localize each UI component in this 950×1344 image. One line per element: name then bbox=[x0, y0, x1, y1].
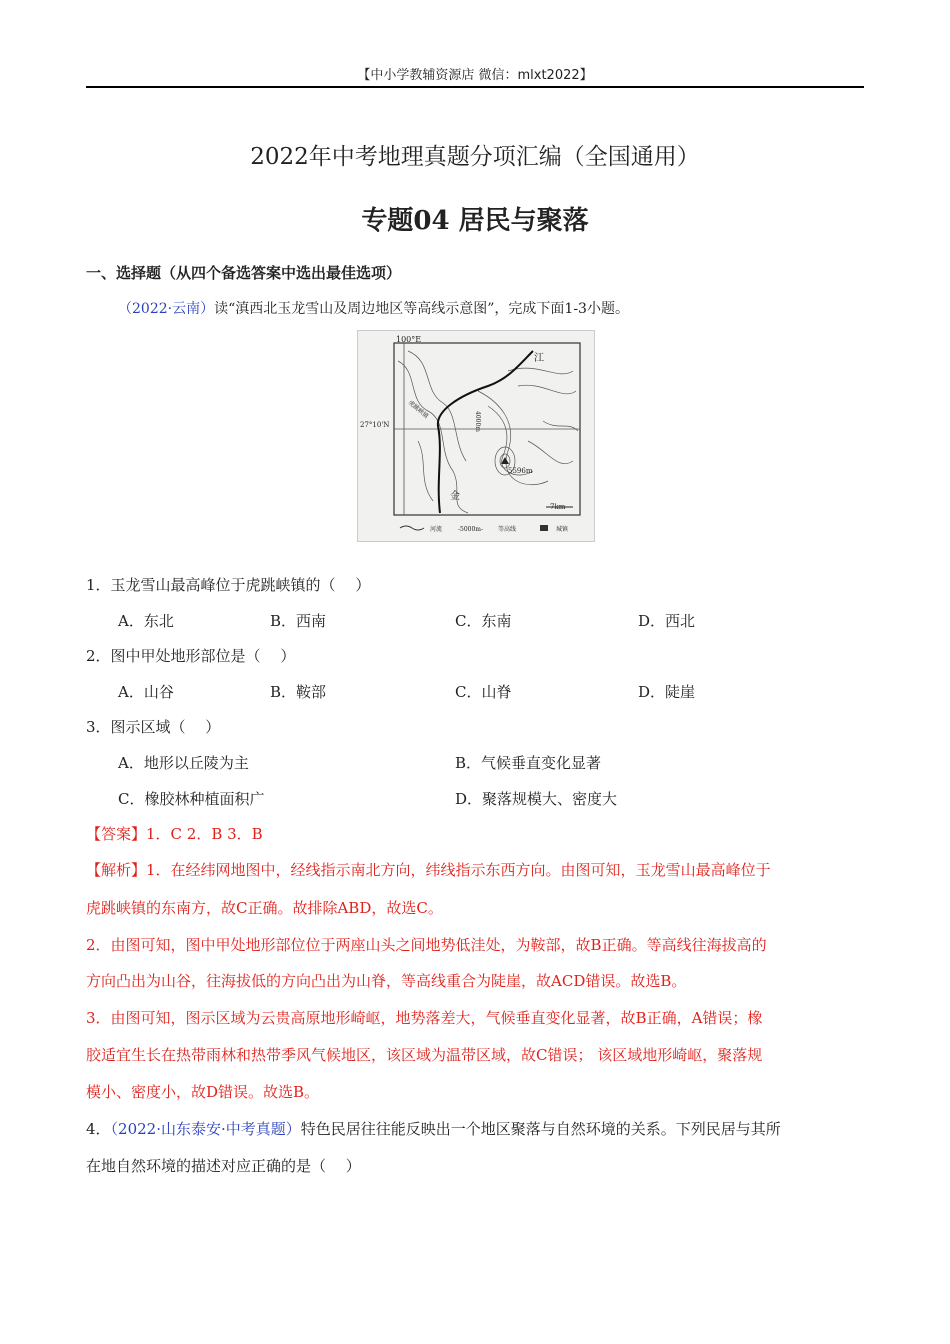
q2-option-c: C．山脊 bbox=[455, 683, 512, 701]
label-peak-elevation: 5596m bbox=[508, 467, 533, 475]
q1-option-c: C．东南 bbox=[455, 612, 512, 630]
analysis-line-4: 方向凸出为山谷，往海拔低的方向凸出为山脊，等高线重合为陡崖，故ACD错误。故选B。 bbox=[86, 972, 687, 990]
label-river-jin: 金 bbox=[450, 491, 460, 502]
legend-contour: 等高线 bbox=[498, 526, 517, 533]
analysis-line-3: 2．由图可知，图中甲处地形部位位于两座山头之间地势低洼处，为鞍部，故B正确。等高线往海拔高的 bbox=[86, 936, 767, 954]
question-1-stem: 1．玉龙雪山最高峰位于虎跳峡镇的（ ） bbox=[86, 576, 371, 594]
map-legend bbox=[400, 525, 569, 533]
document-subtitle: 专题04 居民与聚落 bbox=[361, 206, 589, 236]
question-2-stem: 2．图中甲处地形部位是（ ） bbox=[86, 647, 296, 665]
answer-line bbox=[86, 823, 263, 844]
analysis-line-1 bbox=[86, 859, 771, 880]
label-town: 虎跳峡镇 bbox=[406, 399, 430, 420]
q2-option-a: A．山谷 bbox=[118, 683, 174, 701]
q2-option-b: B．鞍部 bbox=[270, 683, 327, 701]
q3-option-c: C．橡胶林种植面积广 bbox=[118, 790, 265, 808]
q2-option-d: D．陡崖 bbox=[638, 683, 696, 701]
q1-option-b: B．西南 bbox=[270, 612, 327, 630]
label-scale: 7km bbox=[550, 503, 566, 511]
document-title: 2022年中考地理真题分项汇编（全国通用） bbox=[250, 144, 700, 170]
page-header: 【中小学教辅资源店 微信：mlxt2022】 bbox=[357, 68, 593, 83]
question-4-line-2: 在地自然环境的描述对应正确的是（ ） bbox=[86, 1157, 361, 1175]
intro-source: （2022·云南） bbox=[118, 301, 215, 317]
jinsha-river bbox=[438, 351, 533, 513]
legend-contour-value: -5000m- bbox=[458, 526, 484, 533]
legend-town: 城镇 bbox=[556, 526, 569, 533]
label-longitude: 100°E bbox=[396, 335, 422, 344]
analysis-tag: 【解析】 bbox=[86, 861, 147, 879]
q4-source: （2022·山东泰安·中考真题） bbox=[110, 1120, 301, 1138]
analysis-text-1: 1．在经纬网地图中，经线指示南北方向，纬线指示东西方向。由图可知，玉龙雪山最高峰位于 bbox=[146, 861, 771, 879]
question-intro bbox=[118, 298, 629, 318]
answer-tag: 【答案】 bbox=[86, 825, 147, 843]
label-contour: 4000m bbox=[474, 411, 481, 432]
q3-option-d: D．聚落规模大、密度大 bbox=[455, 790, 618, 808]
q4-text-1: 特色民居往往能反映出一个地区聚落与自然环境的关系。下列民居与其所 bbox=[300, 1120, 781, 1138]
contour-map-figure bbox=[357, 330, 595, 542]
analysis-line-5: 3．由图可知，图示区域为云贵高原地形崎岖，地势落差大，气候垂直变化显著，故B正确，A错误；橡 bbox=[86, 1009, 763, 1027]
q3-option-a: A．地形以丘陵为主 bbox=[118, 754, 249, 772]
analysis-line-6: 胶适宜生长在热带雨林和热带季风气候地区，该区域为温带区域，故C错误； 该区域地形崎岖，聚落规 bbox=[86, 1046, 763, 1064]
analysis-line-7: 模小、密度小，故D错误。故选B。 bbox=[86, 1083, 320, 1101]
question-3-stem: 3．图示区域（ ） bbox=[86, 718, 221, 736]
section-heading: 一、选择题（从四个备选答案中选出最佳选项） bbox=[86, 264, 402, 282]
q1-option-d: D．西北 bbox=[638, 612, 696, 630]
intro-text: 读“滇西北玉龙雪山及周边地区等高线示意图”，完成下面1-3小题。 bbox=[214, 301, 629, 317]
contour-map-svg bbox=[358, 331, 594, 541]
q4-number: 4． bbox=[86, 1120, 111, 1138]
contour-lines bbox=[398, 351, 578, 513]
header-divider bbox=[86, 86, 864, 88]
analysis-line-2: 虎跳峡镇的东南方，故C正确。故排除ABD，故选C。 bbox=[86, 899, 443, 917]
label-river-jiang: 江 bbox=[534, 353, 544, 364]
q1-option-a: A．东北 bbox=[118, 612, 174, 630]
legend-river: 河流 bbox=[430, 526, 443, 533]
q3-option-b: B．气候垂直变化显著 bbox=[455, 754, 602, 772]
label-latitude: 27°10'N bbox=[360, 421, 390, 429]
question-4-line-1 bbox=[86, 1118, 781, 1139]
answer-text: 1．C 2．B 3．B bbox=[146, 825, 263, 843]
